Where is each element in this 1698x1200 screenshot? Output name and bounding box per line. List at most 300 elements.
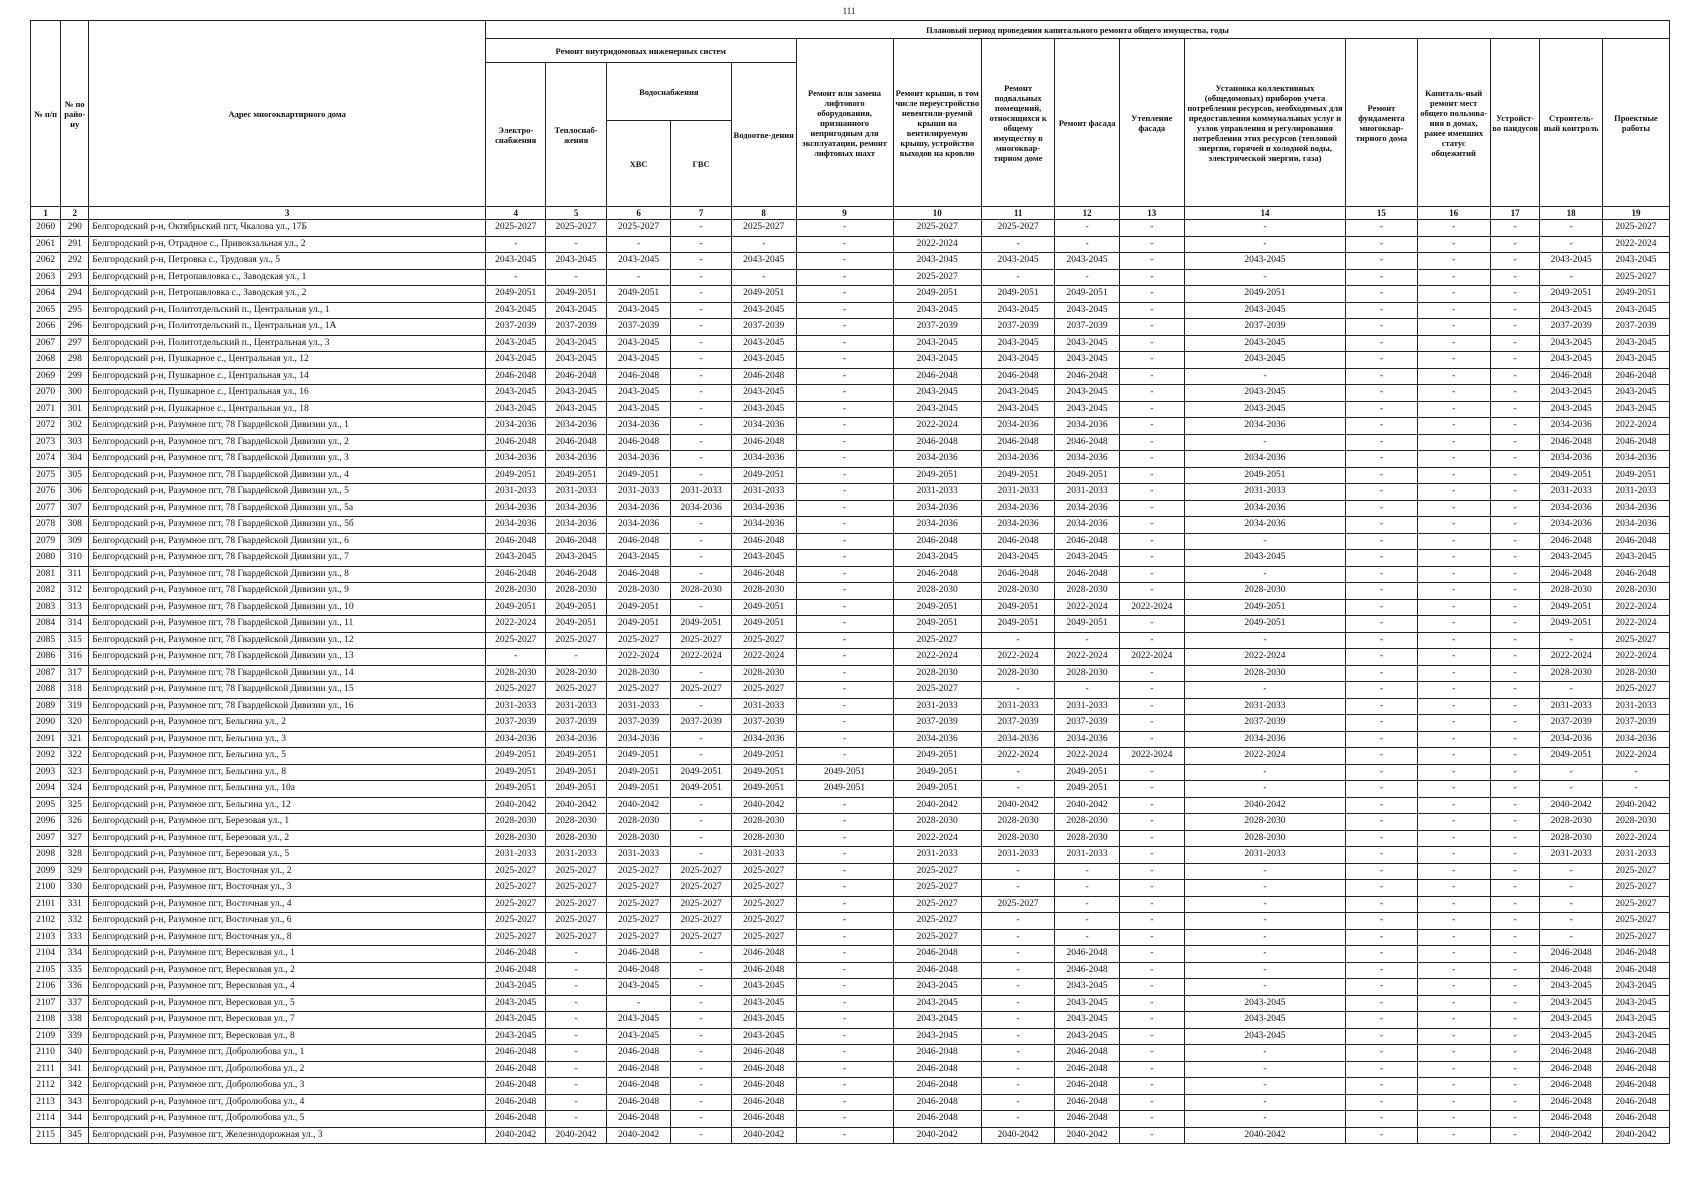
period-cell: 2025-2027: [606, 913, 671, 930]
period-cell: 2025-2027: [1602, 929, 1669, 946]
period-cell: -: [981, 979, 1054, 996]
period-cell: -: [1602, 781, 1669, 798]
period-cell: 2046-2048: [981, 566, 1054, 583]
period-cell: 2049-2051: [1602, 467, 1669, 484]
header-design-works: Проектные работы: [1602, 39, 1669, 207]
period-cell: -: [671, 418, 731, 435]
table-row: [31, 764, 1670, 781]
period-cell: 2049-2051: [796, 781, 893, 798]
period-cell: -: [1417, 418, 1490, 435]
column-numbers-row: [31, 207, 1670, 220]
period-cell: -: [1119, 995, 1184, 1012]
period-cell: -: [1346, 814, 1417, 831]
period-cell: 2025-2027: [731, 220, 796, 237]
address-cell: Белгородский р-н, Пушкарное с., Центральная ул., 12: [89, 352, 486, 369]
period-cell: -: [1346, 319, 1417, 336]
period-cell: -: [1490, 352, 1540, 369]
period-cell: -: [1417, 1061, 1490, 1078]
row-number-cell: 2067: [31, 335, 61, 352]
period-cell: -: [671, 1061, 731, 1078]
column-number: 11: [981, 207, 1054, 220]
period-cell: 2046-2048: [606, 434, 671, 451]
period-cell: 2046-2048: [606, 946, 671, 963]
period-cell: -: [1490, 863, 1540, 880]
period-cell: -: [796, 418, 893, 435]
period-cell: -: [1055, 220, 1120, 237]
period-cell: 2031-2033: [546, 847, 606, 864]
period-cell: -: [796, 352, 893, 369]
period-cell: -: [1119, 302, 1184, 319]
period-cell: -: [796, 302, 893, 319]
period-cell: -: [1119, 467, 1184, 484]
period-cell: -: [1055, 913, 1120, 930]
period-cell: 2043-2045: [1540, 385, 1603, 402]
period-cell: -: [671, 286, 731, 303]
period-cell: 2043-2045: [1055, 550, 1120, 567]
period-cell: 2043-2045: [1540, 995, 1603, 1012]
period-cell: 2043-2045: [546, 302, 606, 319]
district-number-cell: 317: [61, 665, 89, 682]
period-cell: -: [671, 319, 731, 336]
address-cell: Белгородский р-н, Политотдельский п., Центральная ул., 3: [89, 335, 486, 352]
period-cell: 2046-2048: [606, 1045, 671, 1062]
period-cell: -: [1490, 715, 1540, 732]
period-cell: -: [1417, 220, 1490, 237]
period-cell: 2022-2024: [1602, 599, 1669, 616]
period-cell: -: [1346, 517, 1417, 534]
period-cell: 2046-2048: [1540, 1111, 1603, 1128]
period-cell: 2049-2051: [1184, 616, 1346, 633]
period-cell: 2046-2048: [731, 368, 796, 385]
period-cell: 2034-2036: [1540, 451, 1603, 468]
address-cell: Белгородский р-н, Разумное пгт, Бельгина ул., 2: [89, 715, 486, 732]
period-cell: 2043-2045: [981, 385, 1054, 402]
period-cell: -: [1055, 269, 1120, 286]
district-number-cell: 341: [61, 1061, 89, 1078]
period-cell: -: [671, 1012, 731, 1029]
period-cell: -: [796, 566, 893, 583]
period-cell: -: [981, 995, 1054, 1012]
period-cell: 2037-2039: [731, 715, 796, 732]
period-cell: 2028-2030: [731, 814, 796, 831]
table-row: [31, 335, 1670, 352]
period-cell: 2034-2036: [893, 451, 981, 468]
period-cell: -: [1119, 715, 1184, 732]
period-cell: -: [1119, 566, 1184, 583]
period-cell: 2028-2030: [1184, 583, 1346, 600]
period-cell: -: [981, 236, 1054, 253]
period-cell: -: [1490, 484, 1540, 501]
period-cell: 2043-2045: [1184, 302, 1346, 319]
row-number-cell: 2093: [31, 764, 61, 781]
period-cell: 2043-2045: [606, 550, 671, 567]
period-cell: -: [1346, 302, 1417, 319]
table-row: [31, 269, 1670, 286]
period-cell: 2034-2036: [1055, 500, 1120, 517]
period-cell: -: [1417, 368, 1490, 385]
period-cell: -: [1490, 649, 1540, 666]
period-cell: -: [1417, 995, 1490, 1012]
period-cell: 2025-2027: [546, 220, 606, 237]
period-cell: 2028-2030: [981, 665, 1054, 682]
period-cell: 2043-2045: [606, 1028, 671, 1045]
period-cell: 2022-2024: [486, 616, 546, 633]
period-cell: 2025-2027: [731, 929, 796, 946]
period-cell: -: [1346, 995, 1417, 1012]
period-cell: 2025-2027: [671, 929, 731, 946]
period-cell: 2028-2030: [486, 665, 546, 682]
address-cell: Белгородский р-н, Разумное пгт, Добролюбова ул., 1: [89, 1045, 486, 1062]
period-cell: 2022-2024: [981, 748, 1054, 765]
period-cell: -: [1346, 731, 1417, 748]
period-cell: -: [1119, 847, 1184, 864]
period-cell: -: [796, 1045, 893, 1062]
period-cell: 2043-2045: [486, 302, 546, 319]
period-cell: 2031-2033: [1540, 847, 1603, 864]
period-cell: -: [1346, 500, 1417, 517]
period-cell: -: [1490, 418, 1540, 435]
period-cell: 2025-2027: [486, 929, 546, 946]
district-number-cell: 340: [61, 1045, 89, 1062]
table-row: [31, 550, 1670, 567]
period-cell: -: [1490, 401, 1540, 418]
address-cell: Белгородский р-н, Разумное пгт, 78 Гвардейской Дивизии ул., 16: [89, 698, 486, 715]
period-cell: 2043-2045: [731, 1012, 796, 1029]
period-cell: 2022-2024: [1184, 649, 1346, 666]
period-cell: -: [1346, 1045, 1417, 1062]
period-cell: -: [731, 269, 796, 286]
period-cell: -: [1417, 715, 1490, 732]
row-number-cell: 2091: [31, 731, 61, 748]
period-cell: -: [1490, 286, 1540, 303]
period-cell: 2037-2039: [893, 319, 981, 336]
period-cell: 2025-2027: [893, 682, 981, 699]
period-cell: -: [1490, 517, 1540, 534]
period-cell: 2043-2045: [1055, 1012, 1120, 1029]
period-cell: -: [796, 451, 893, 468]
period-cell: -: [1417, 550, 1490, 567]
period-cell: 2034-2036: [893, 517, 981, 534]
period-cell: -: [981, 1078, 1054, 1095]
address-cell: Белгородский р-н, Петропавловка с., Заводская ул., 2: [89, 286, 486, 303]
period-cell: -: [796, 500, 893, 517]
period-cell: 2043-2045: [546, 385, 606, 402]
district-number-cell: 295: [61, 302, 89, 319]
period-cell: -: [671, 517, 731, 534]
address-cell: Белгородский р-н, Разумное пгт, Добролюбова ул., 3: [89, 1078, 486, 1095]
row-number-cell: 2105: [31, 962, 61, 979]
period-cell: 2037-2039: [1055, 319, 1120, 336]
header-no: № п/п: [31, 21, 61, 207]
period-cell: 2046-2048: [731, 1045, 796, 1062]
address-cell: Белгородский р-н, Разумное пгт, Березовая ул., 1: [89, 814, 486, 831]
period-cell: 2025-2027: [546, 632, 606, 649]
period-cell: 2043-2045: [606, 401, 671, 418]
period-cell: -: [1417, 385, 1490, 402]
period-cell: 2043-2045: [1055, 352, 1120, 369]
period-cell: -: [1417, 401, 1490, 418]
table-row: [31, 979, 1670, 996]
period-cell: 2043-2045: [1602, 979, 1669, 996]
period-cell: 2031-2033: [731, 698, 796, 715]
period-cell: -: [546, 649, 606, 666]
period-cell: 2022-2024: [1055, 748, 1120, 765]
period-cell: -: [1417, 913, 1490, 930]
period-cell: 2046-2048: [1602, 1094, 1669, 1111]
period-cell: -: [796, 649, 893, 666]
period-cell: -: [1490, 616, 1540, 633]
period-cell: 2043-2045: [731, 352, 796, 369]
period-cell: -: [1055, 880, 1120, 897]
period-cell: 2025-2027: [606, 682, 671, 699]
period-cell: 2040-2042: [486, 1127, 546, 1144]
period-cell: 2031-2033: [1602, 698, 1669, 715]
period-cell: -: [486, 649, 546, 666]
period-cell: 2043-2045: [1184, 401, 1346, 418]
period-cell: -: [1119, 913, 1184, 930]
period-cell: 2025-2027: [1602, 632, 1669, 649]
period-cell: 2049-2051: [486, 764, 546, 781]
district-number-cell: 316: [61, 649, 89, 666]
period-cell: -: [671, 220, 731, 237]
address-cell: Белгородский р-н, Разумное пгт, 78 Гвардейской Дивизии ул., 8: [89, 566, 486, 583]
period-cell: -: [1119, 319, 1184, 336]
period-cell: -: [1119, 1045, 1184, 1062]
period-cell: 2022-2024: [1119, 599, 1184, 616]
header-meters: Установка коллективных (общедомовых) приборов учета потребления ресурсов, необходимых для предоставления коммунальных услуг и узлов управления и регулирования потребления этих ресурсов (тепловой энергии, горячей и холодной воды, электрической энергии, газа): [1184, 39, 1346, 207]
period-cell: -: [1540, 913, 1603, 930]
period-cell: -: [671, 302, 731, 319]
table-row: [31, 385, 1670, 402]
period-cell: 2034-2036: [1184, 418, 1346, 435]
period-cell: -: [1346, 698, 1417, 715]
period-cell: 2043-2045: [486, 352, 546, 369]
address-cell: Белгородский р-н, Разумное пгт, Вересковая ул., 2: [89, 962, 486, 979]
period-cell: -: [796, 533, 893, 550]
period-cell: -: [1540, 929, 1603, 946]
period-cell: 2043-2045: [731, 253, 796, 270]
period-cell: -: [1119, 269, 1184, 286]
period-cell: 2028-2030: [731, 830, 796, 847]
address-cell: Белгородский р-н, Разумное пгт, 78 Гвардейской Дивизии ул., 5а: [89, 500, 486, 517]
period-cell: 2049-2051: [486, 286, 546, 303]
period-cell: 2046-2048: [486, 1045, 546, 1062]
period-cell: -: [796, 731, 893, 748]
period-cell: 2046-2048: [1055, 434, 1120, 451]
period-cell: -: [1490, 731, 1540, 748]
period-cell: 2025-2027: [981, 220, 1054, 237]
district-number-cell: 320: [61, 715, 89, 732]
period-cell: -: [1346, 451, 1417, 468]
period-cell: -: [981, 764, 1054, 781]
row-number-cell: 2097: [31, 830, 61, 847]
period-cell: -: [546, 962, 606, 979]
period-cell: -: [1346, 880, 1417, 897]
period-cell: 2034-2036: [1184, 451, 1346, 468]
district-number-cell: 325: [61, 797, 89, 814]
period-cell: 2046-2048: [486, 368, 546, 385]
period-cell: -: [1490, 896, 1540, 913]
row-number-cell: 2061: [31, 236, 61, 253]
period-cell: -: [1119, 946, 1184, 963]
period-cell: -: [796, 368, 893, 385]
period-cell: 2043-2045: [486, 335, 546, 352]
address-cell: Белгородский р-н, Разумное пгт, Восточная ул., 8: [89, 929, 486, 946]
period-cell: 2037-2039: [486, 715, 546, 732]
period-cell: 2043-2045: [1184, 253, 1346, 270]
period-cell: 2034-2036: [486, 517, 546, 534]
period-cell: 2028-2030: [486, 814, 546, 831]
period-cell: -: [1346, 896, 1417, 913]
district-number-cell: 302: [61, 418, 89, 435]
period-cell: 2031-2033: [731, 484, 796, 501]
period-cell: -: [1184, 946, 1346, 963]
row-number-cell: 2112: [31, 1078, 61, 1095]
period-cell: 2028-2030: [731, 665, 796, 682]
period-cell: -: [1417, 896, 1490, 913]
period-cell: 2043-2045: [1602, 401, 1669, 418]
address-cell: Белгородский р-н, Разумное пгт, 78 Гвардейской Дивизии ул., 2: [89, 434, 486, 451]
district-number-cell: 301: [61, 401, 89, 418]
address-cell: Белгородский р-н, Разумное пгт, Добролюбова ул., 4: [89, 1094, 486, 1111]
period-cell: -: [546, 1061, 606, 1078]
period-cell: -: [1119, 1111, 1184, 1128]
period-cell: -: [546, 946, 606, 963]
period-cell: 2034-2036: [893, 731, 981, 748]
row-number-cell: 2062: [31, 253, 61, 270]
period-cell: 2037-2039: [1602, 715, 1669, 732]
district-number-cell: 342: [61, 1078, 89, 1095]
period-cell: 2049-2051: [981, 286, 1054, 303]
period-cell: 2046-2048: [1055, 962, 1120, 979]
period-cell: 2031-2033: [546, 698, 606, 715]
district-number-cell: 332: [61, 913, 89, 930]
period-cell: 2022-2024: [1119, 748, 1184, 765]
period-cell: 2034-2036: [1540, 500, 1603, 517]
period-cell: -: [731, 236, 796, 253]
period-cell: -: [1119, 385, 1184, 402]
page-number: 111: [842, 6, 856, 16]
period-cell: 2046-2048: [1602, 566, 1669, 583]
table-row: [31, 1111, 1670, 1128]
period-cell: 2022-2024: [1602, 236, 1669, 253]
row-number-cell: 2080: [31, 550, 61, 567]
period-cell: 2040-2042: [1540, 797, 1603, 814]
address-cell: Белгородский р-н, Разумное пгт, Добролюбова ул., 5: [89, 1111, 486, 1128]
period-cell: 2043-2045: [1540, 1028, 1603, 1045]
row-number-cell: 2108: [31, 1012, 61, 1029]
period-cell: -: [1346, 781, 1417, 798]
table-row: [31, 962, 1670, 979]
period-cell: 2046-2048: [981, 368, 1054, 385]
period-cell: 2028-2030: [981, 830, 1054, 847]
period-cell: -: [796, 665, 893, 682]
address-cell: Белгородский р-н, Разумное пгт, 78 Гвардейской Дивизии ул., 4: [89, 467, 486, 484]
period-cell: -: [796, 748, 893, 765]
period-cell: -: [1346, 385, 1417, 402]
period-cell: 2022-2024: [893, 830, 981, 847]
period-cell: -: [1346, 434, 1417, 451]
period-cell: -: [1490, 698, 1540, 715]
period-cell: -: [981, 946, 1054, 963]
period-cell: 2025-2027: [606, 929, 671, 946]
period-cell: -: [981, 269, 1054, 286]
period-cell: -: [1490, 946, 1540, 963]
period-cell: 2046-2048: [893, 962, 981, 979]
period-cell: -: [1490, 319, 1540, 336]
address-cell: Белгородский р-н, Пушкарное с., Центральная ул., 18: [89, 401, 486, 418]
period-cell: 2025-2027: [606, 880, 671, 897]
period-cell: 2043-2045: [606, 352, 671, 369]
period-cell: 2043-2045: [731, 335, 796, 352]
period-cell: 2040-2042: [893, 797, 981, 814]
period-cell: -: [671, 1094, 731, 1111]
period-cell: -: [1540, 781, 1603, 798]
header-basement: Ремонт подвальных помещений, относящихся к общему имуществу в многоквар-тирном доме: [981, 39, 1054, 207]
table-row: [31, 368, 1670, 385]
table-row: [31, 1078, 1670, 1095]
period-cell: -: [796, 715, 893, 732]
period-cell: 2049-2051: [606, 748, 671, 765]
period-cell: 2037-2039: [1540, 715, 1603, 732]
period-cell: 2022-2024: [893, 418, 981, 435]
period-cell: 2034-2036: [606, 500, 671, 517]
period-cell: -: [1417, 467, 1490, 484]
period-cell: 2034-2036: [1055, 731, 1120, 748]
period-cell: 2046-2048: [1602, 368, 1669, 385]
period-cell: 2043-2045: [1055, 335, 1120, 352]
period-cell: 2046-2048: [1540, 1094, 1603, 1111]
header-roof: Ремонт крыши, в том числе переустройство невентили-руемой крыши на вентилируемую крышу, устройство выходов на кровлю: [893, 39, 981, 207]
period-cell: 2049-2051: [546, 764, 606, 781]
period-cell: -: [671, 946, 731, 963]
period-cell: 2043-2045: [546, 401, 606, 418]
period-cell: -: [671, 797, 731, 814]
period-cell: 2034-2036: [1540, 517, 1603, 534]
header-district-no: № по райо-ну: [61, 21, 89, 207]
period-cell: 2043-2045: [1055, 1028, 1120, 1045]
period-cell: 2025-2027: [486, 913, 546, 930]
table-row: [31, 698, 1670, 715]
address-cell: Белгородский р-н, Разумное пгт, 78 Гвардейской Дивизии ул., 9: [89, 583, 486, 600]
period-cell: -: [1119, 880, 1184, 897]
district-number-cell: 339: [61, 1028, 89, 1045]
period-cell: 2043-2045: [1055, 385, 1120, 402]
period-cell: 2043-2045: [893, 335, 981, 352]
period-cell: -: [1490, 550, 1540, 567]
period-cell: 2046-2048: [606, 962, 671, 979]
table-row: [31, 731, 1670, 748]
period-cell: 2046-2048: [1055, 946, 1120, 963]
period-cell: -: [1417, 286, 1490, 303]
address-cell: Белгородский р-н, Пушкарное с., Центральная ул., 16: [89, 385, 486, 402]
district-number-cell: 312: [61, 583, 89, 600]
period-cell: -: [1346, 1127, 1417, 1144]
period-cell: 2046-2048: [546, 368, 606, 385]
row-number-cell: 2076: [31, 484, 61, 501]
period-cell: 2025-2027: [1602, 269, 1669, 286]
period-cell: 2046-2048: [731, 1111, 796, 1128]
period-cell: 2028-2030: [893, 583, 981, 600]
district-number-cell: 313: [61, 599, 89, 616]
period-cell: -: [981, 1061, 1054, 1078]
period-cell: 2046-2048: [893, 1111, 981, 1128]
table-row: [31, 913, 1670, 930]
period-cell: -: [671, 748, 731, 765]
period-cell: -: [1119, 731, 1184, 748]
period-cell: -: [981, 632, 1054, 649]
period-cell: 2043-2045: [893, 550, 981, 567]
